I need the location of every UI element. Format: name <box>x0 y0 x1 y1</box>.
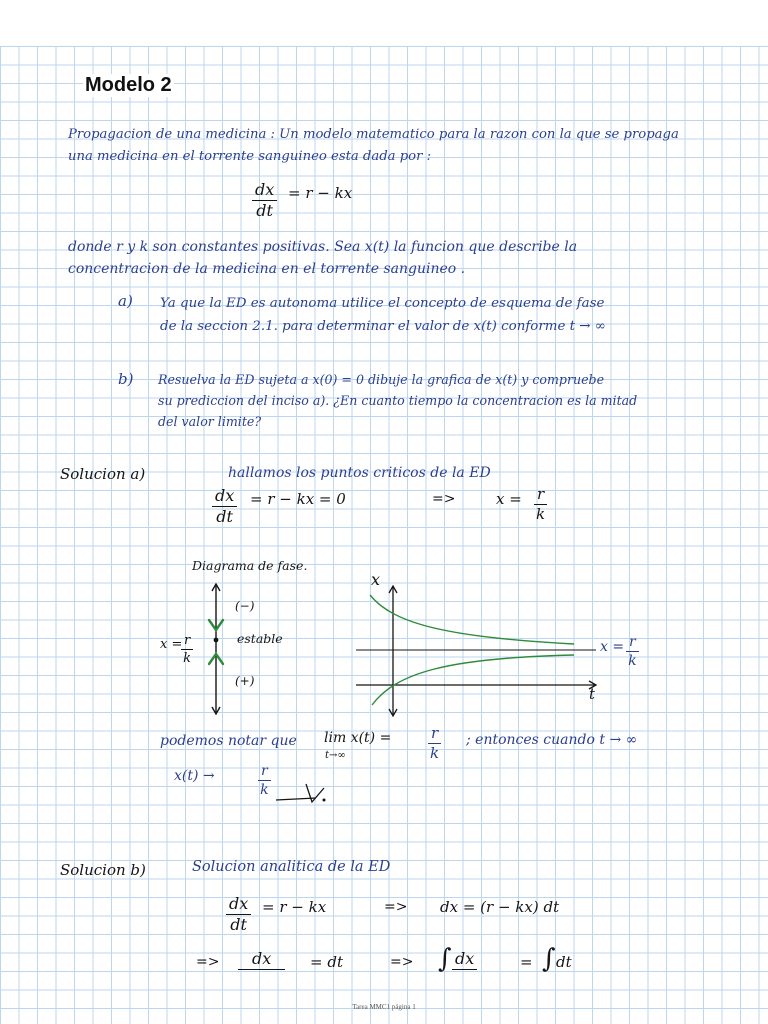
graph-equilibrium-x-equals: x = <box>600 639 625 655</box>
limit-result-k: k <box>260 782 269 798</box>
solution-b-implies-1: => <box>384 899 408 915</box>
solution-b-eq1-numerator: dx <box>226 896 251 915</box>
solution-b-text: Solucion analitica de la ED <box>192 859 391 875</box>
intro-line-2: una medicina en el torrente sanguineo esta dada por : <box>68 149 432 164</box>
scribble-dot <box>323 799 326 802</box>
solution-a-implies: => <box>432 491 456 507</box>
solution-a-r: r <box>534 487 547 505</box>
solution-a-label: Solucion a) <box>60 465 146 483</box>
phase-k: k <box>183 651 192 666</box>
intro-eq-numerator: dx <box>252 182 277 201</box>
limit-text-1: podemos notar que <box>160 733 297 749</box>
limit-subscript: t→∞ <box>325 750 346 761</box>
solution-b-eq1-right: dx = (r − kx) dt <box>440 898 560 916</box>
graph-y-axis-label: x <box>371 570 381 589</box>
graph-r: r <box>626 635 639 652</box>
solution-a-x-equals: x = <box>496 490 522 508</box>
part-b-line-1: Resuelva la ED sujeta a x(0) = 0 dibuje la grafica de x(t) y compruebe <box>158 372 605 387</box>
intro-eq-denominator: dt <box>256 201 273 220</box>
solution-b-integral-equals: = <box>520 953 533 971</box>
context-line-1: donde r y k son constantes positivas. Sea x(t) la funcion que describe la <box>68 239 578 255</box>
solution-a-text: hallamos los puntos criticos de la ED <box>228 465 491 481</box>
part-b-label: b) <box>118 370 134 388</box>
solution-b-eq1-rhs: = r − kx <box>262 898 327 916</box>
graph-k: k <box>628 653 637 669</box>
intro-line-1: Propagacion de una medicina : Un modelo matematico para la razon con la que se propaga <box>68 127 679 142</box>
page-footer: Tarea MMC1 página 1 <box>352 1003 416 1011</box>
part-a-line-1: Ya que la ED es autonoma utilice el concepto de esquema de fase <box>160 296 605 311</box>
solution-a-rhs: = r − kx = 0 <box>250 490 346 508</box>
solution-b-eq2-mid: = dt <box>310 953 343 971</box>
solution-b-implies-2: => <box>196 954 220 970</box>
solution-b-integral-right: dt <box>556 953 572 971</box>
solution-b-eq2-numerator: dx <box>238 951 285 970</box>
context-line-2: concentracion de la medicina en el torrente sanguineo . <box>68 261 466 277</box>
graph-axes <box>356 586 596 716</box>
solution-b-integral-numerator: dx <box>452 951 477 970</box>
phase-x-equals: x = <box>160 637 183 652</box>
limit-expression: lim x(t) = <box>324 730 392 746</box>
phase-equilibrium-point <box>214 638 219 643</box>
part-b-line-3: del valor limite? <box>158 414 262 429</box>
scribble-mark <box>276 784 324 802</box>
phase-r: r <box>181 634 193 650</box>
limit-result-r: r <box>258 764 271 781</box>
solution-b-label: Solucion b) <box>60 861 146 879</box>
intro-equation-rhs: = r − kx <box>288 184 353 202</box>
part-b-line-2: su prediccion del inciso a). ¿En cuanto tiempo la concentracion es la mitad <box>158 393 638 408</box>
solution-b-integral-sign-2: ∫ <box>542 944 556 974</box>
solution-b-implies-3: => <box>390 954 414 970</box>
phase-diagram-caption: Diagrama de fase. <box>192 558 308 573</box>
solution-b-integral-sign-1: ∫ <box>438 944 452 974</box>
part-a-line-2: de la seccion 2.1. para determinar el valor de x(t) conforme t → ∞ <box>160 319 606 334</box>
part-a-label: a) <box>118 292 133 310</box>
page-title: Modelo 2 <box>85 74 172 96</box>
graph-increasing-solution-curve <box>372 655 574 705</box>
limit-r: r <box>428 726 441 744</box>
solution-b-eq1-denominator: dt <box>230 915 247 934</box>
solution-a-denominator: dt <box>216 507 233 526</box>
phase-plus-label: (+) <box>235 674 255 688</box>
phase-minus-label: (−) <box>235 599 255 613</box>
limit-result-lhs: x(t) → <box>174 768 215 784</box>
phase-line <box>212 584 220 714</box>
graph-t-axis-label: t <box>589 685 596 703</box>
limit-k: k <box>430 744 440 762</box>
solution-a-k: k <box>536 505 546 523</box>
limit-text-2: ; entonces cuando t → ∞ <box>466 732 638 748</box>
graph-decreasing-solution-curve <box>370 595 574 644</box>
solution-a-numerator: dx <box>212 488 237 507</box>
phase-stable-label: estable <box>237 631 283 646</box>
